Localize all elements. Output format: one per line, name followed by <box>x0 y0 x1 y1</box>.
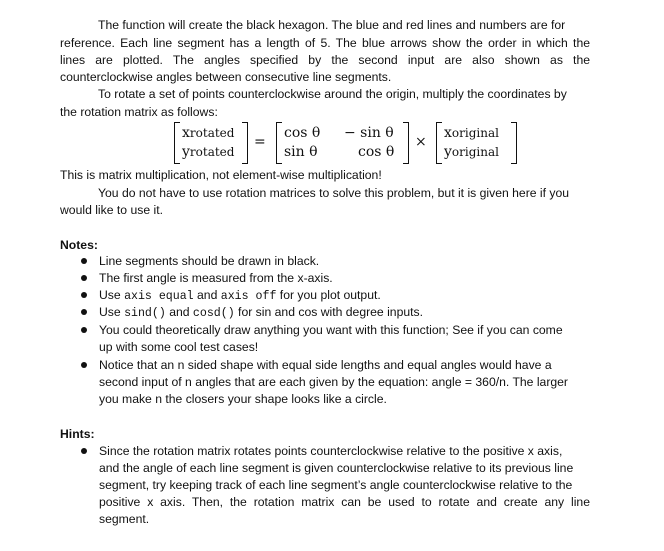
hint-line-4: positive x axis. Then, the rotation matrix can be used to rotate and create any line <box>99 495 590 509</box>
bullet-dot <box>81 292 87 298</box>
equals-sign: = <box>254 134 266 150</box>
y-original-symbol: y <box>444 144 452 160</box>
x-rotated-subscript: rotated <box>189 126 235 140</box>
note-item-axis-options: Use axis equal and axis off for you plot output. <box>99 288 381 303</box>
intro-line-2: reference. Each line segment has a length of 5. The blue arrows show the order in which the <box>60 36 590 50</box>
code-axis-equal: axis equal <box>124 290 194 303</box>
hints-heading: Hints: <box>60 427 95 441</box>
code-sind: sind() <box>124 307 166 320</box>
bullet-dot <box>81 448 87 454</box>
matrix-neg-sin: − sin θ <box>344 125 394 141</box>
bullet-dot <box>81 258 87 264</box>
optional-line-2: would like to use it. <box>60 203 163 217</box>
matrix-multiplication-note: This is matrix multiplication, not element-wise multiplication! <box>60 168 382 182</box>
note-item-test-cases-line-1: You could theoretically draw anything you want with this function; See if you can come <box>99 323 563 337</box>
hint-line-5: segment. <box>99 512 150 526</box>
note-item-black-lines: Line segments should be drawn in black. <box>99 254 320 268</box>
rotation-line-1: To rotate a set of points counterclockwise around the origin, multiply the coordinates by <box>98 87 567 101</box>
note-item-degree-functions: Use sind() and cosd() for sin and cos with degree inputs. <box>99 305 424 320</box>
optional-line-1: You do not have to use rotation matrices to solve this problem, but it is given here if you <box>98 186 570 200</box>
note-item-n-sided-line-3: you make n the closers your shape looks like a circle. <box>99 392 387 406</box>
y-original-subscript: original <box>451 145 499 159</box>
note-item-n-sided-line-1: Notice that an n sided shape with equal side lengths and equal angles would have a <box>99 358 552 372</box>
bullet-dot <box>81 309 87 315</box>
rotation-matrix <box>276 122 409 164</box>
note-item-first-angle: The first angle is measured from the x-axis. <box>99 271 333 285</box>
y-rotated-subscript: rotated <box>189 145 235 159</box>
intro-line-1: The function will create the black hexagon. The blue and red lines and numbers are for <box>98 18 566 32</box>
note-item-test-cases-line-2: up with some cool test cases! <box>99 340 259 354</box>
hint-line-2: and the angle of each line segment is given counterclockwise relative to its previous line <box>99 461 574 475</box>
intro-line-3: lines are plotted. The angles specified by the second input are also shown as the <box>60 53 590 67</box>
y-rotated-symbol: y <box>182 144 190 160</box>
notes-heading: Notes: <box>60 238 98 252</box>
x-original-subscript: original <box>451 126 499 140</box>
bullet-dot <box>81 327 87 333</box>
matrix-sin: sin θ <box>284 144 318 160</box>
code-axis-off: axis off <box>220 290 277 303</box>
x-rotated-symbol: x <box>182 125 190 141</box>
x-original-symbol: x <box>444 125 452 141</box>
matrix-cos-2: cos θ <box>358 144 395 160</box>
intro-line-4: counterclockwise angles between consecutive line segments. <box>60 70 392 84</box>
bullet-dot <box>81 275 87 281</box>
original-vector <box>436 122 517 164</box>
code-cosd: cosd() <box>192 307 235 320</box>
note-item-n-sided-line-2: second input of n angles that are each given by the equation: angle = 360/n. The larger <box>99 375 568 389</box>
hint-line-1: Since the rotation matrix rotates points counterclockwise relative to the positive x axis, <box>99 444 563 458</box>
rotation-line-2: the rotation matrix as follows: <box>60 105 218 119</box>
matrix-cos-1: cos θ <box>284 125 321 141</box>
rotated-vector <box>174 122 248 164</box>
bullet-dot <box>81 362 87 368</box>
hint-line-3: segment, try keeping track of each line segment’s angle counterclockwise relative to the <box>99 478 573 492</box>
times-sign: × <box>415 134 427 150</box>
